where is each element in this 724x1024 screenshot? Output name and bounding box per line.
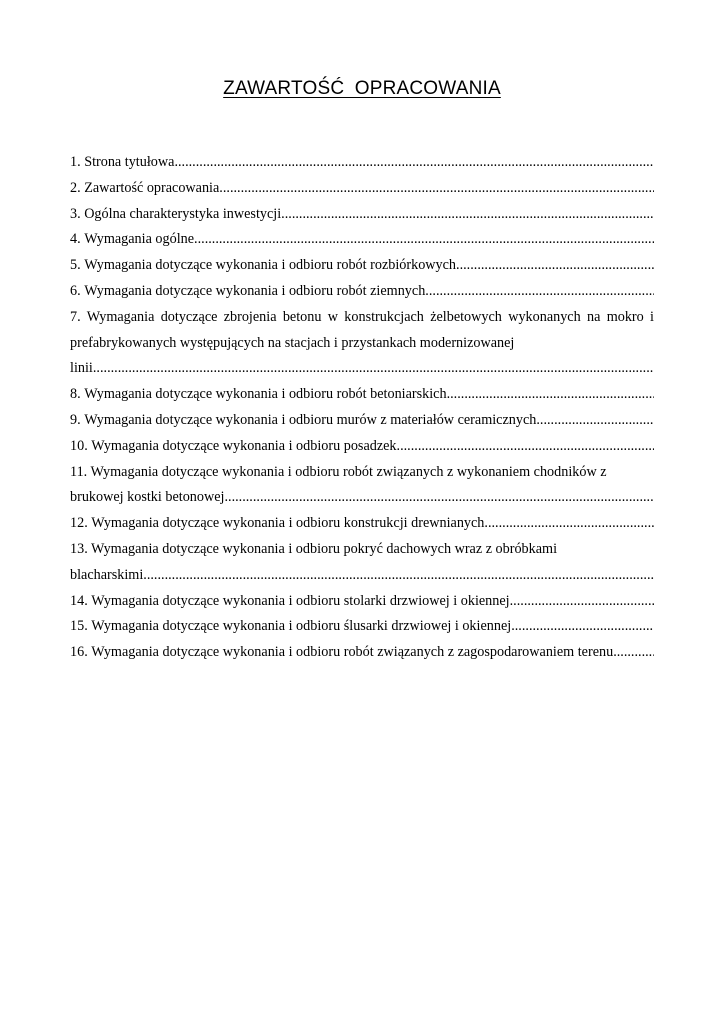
dot-leader [397, 434, 654, 460]
toc-entry-text: brukowej kostki betonowej [70, 489, 225, 506]
toc-entry-number: 3. [70, 205, 81, 222]
toc-entry-number: 14. [70, 592, 88, 609]
toc-entry-first-line [70, 537, 654, 563]
toc-entry [70, 253, 654, 279]
dot-leader [219, 176, 654, 202]
toc-entry-text: Wymagania dotyczące wykonania i odbioru ślusarki drzwiowej i okiennej [91, 618, 512, 635]
toc-entry [70, 227, 654, 253]
toc-entry-first-line [70, 305, 654, 357]
toc-entry-text: Wymagania dotyczące wykonania i odbioru konstrukcji drewnianych [91, 515, 485, 532]
toc-entry-text: linii [70, 360, 93, 377]
toc-entry-text: Wymagania dotyczące wykonania i odbioru murów z materiałów ceramicznych [84, 411, 537, 428]
toc-entry-text: Wymagania dotyczące wykonania i odbioru pokryć dachowych wraz z obróbkami [91, 540, 558, 557]
toc-entry [70, 537, 654, 589]
toc-entry-number: 8. [70, 386, 81, 403]
table-of-contents [70, 150, 654, 666]
dot-leader [484, 511, 654, 537]
toc-entry-text: Wymagania dotyczące wykonania i odbioru posadzek [91, 437, 397, 454]
toc-entry-number: 10. [70, 437, 88, 454]
toc-entry-number: 9. [70, 411, 81, 428]
toc-entry-text: Wymagania ogólne [84, 231, 195, 248]
toc-entry [70, 202, 654, 228]
dot-leader [447, 382, 654, 408]
toc-entry-number: 16. [70, 644, 88, 661]
toc-entry [70, 176, 654, 202]
toc-entry [70, 434, 654, 460]
toc-entry [70, 279, 654, 305]
toc-entry [70, 614, 654, 640]
dot-leader [93, 356, 654, 382]
toc-entry [70, 589, 654, 615]
toc-entry-number: 4. [70, 231, 81, 248]
toc-entry [70, 150, 654, 176]
dot-leader [511, 614, 654, 640]
dot-leader [510, 589, 654, 615]
dot-leader [281, 202, 654, 228]
toc-entry-number: 2. [70, 179, 81, 196]
toc-entry-text: Wymagania dotyczące wykonania i odbioru stolarki drzwiowej i okiennej [91, 592, 510, 609]
document-title: ZAWARTOŚĆ OPRACOWANIA [223, 78, 501, 99]
toc-entry-text: blacharskimi [70, 566, 144, 583]
dot-leader [456, 253, 654, 279]
dot-leader [536, 408, 654, 434]
toc-entry-last-line [70, 563, 654, 589]
toc-entry-number: 13. [70, 540, 88, 557]
toc-entry-text: Strona tytułowa [84, 154, 175, 170]
toc-entry-text: Wymagania dotyczące wykonania i odbioru robót związanych z zagospodarowaniem terenu [91, 644, 614, 661]
toc-entry-text: Wymagania dotyczące wykonania i odbioru robót rozbiórkowych [84, 257, 457, 274]
dot-leader [613, 640, 654, 666]
toc-entry-text: Wymagania dotyczące zbrojenia betonu w konstrukcjach żelbetowych wykonanych na mokro i prefabrykowanych występujących na stacjach i przystankach modernizowanej [70, 308, 654, 351]
toc-entry [70, 460, 654, 512]
toc-entry-text: Zawartość opracowania [84, 179, 220, 196]
dot-leader [425, 279, 654, 305]
toc-entry-first-line [70, 460, 654, 486]
dot-leader [143, 563, 654, 589]
toc-entry-number: 5. [70, 257, 81, 274]
dot-leader [224, 485, 654, 511]
toc-entry-number: 11. [70, 463, 88, 480]
toc-entry-number: 7. [70, 308, 81, 325]
toc-entry [70, 382, 654, 408]
toc-entry-number: 15. [70, 618, 88, 635]
toc-entry-last-line [70, 356, 654, 382]
toc-entry-number: 6. [70, 282, 81, 299]
toc-entry-number: 1. [70, 154, 81, 170]
toc-entry-text: Wymagania dotyczące wykonania i odbioru robót ziemnych [84, 282, 426, 299]
dot-leader [174, 150, 654, 176]
toc-entry-number: 12. [70, 515, 88, 532]
toc-entry-text: Wymagania dotyczące wykonania i odbioru robót związanych z wykonaniem chodników z [90, 463, 607, 480]
toc-entry [70, 640, 654, 666]
toc-entry [70, 305, 654, 382]
toc-entry-text: Ogólna charakterystyka inwestycji [84, 205, 282, 222]
toc-entry [70, 511, 654, 537]
dot-leader [194, 227, 654, 253]
toc-entry [70, 408, 654, 434]
toc-entry-last-line [70, 485, 654, 511]
toc-entry-text: Wymagania dotyczące wykonania i odbioru robót betoniarskich [84, 386, 447, 403]
